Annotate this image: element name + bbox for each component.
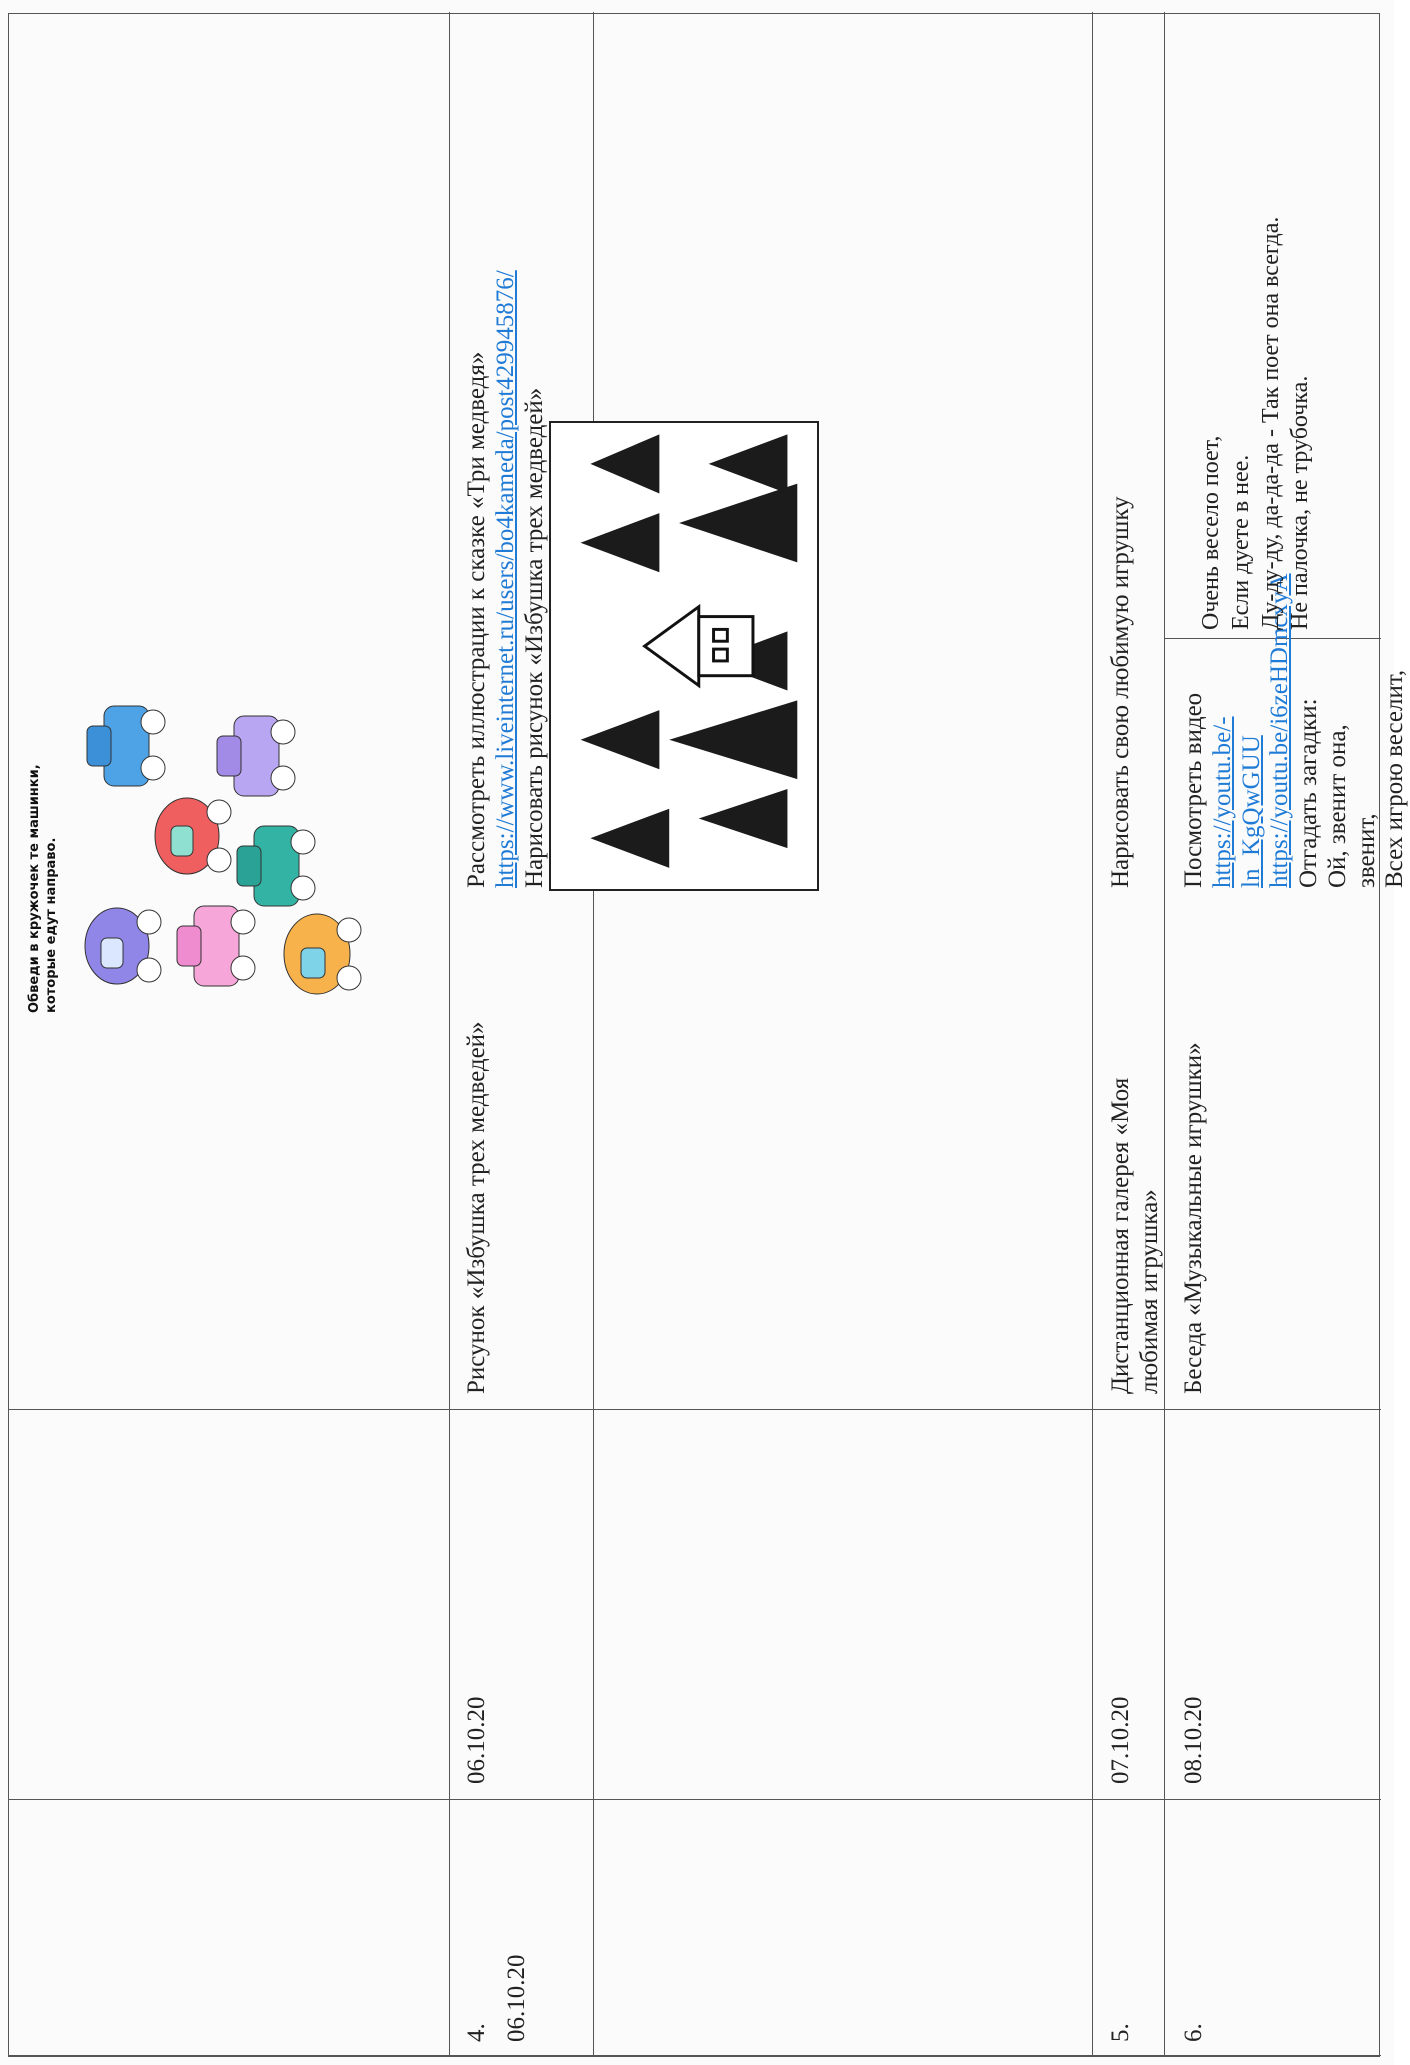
row-number: 5. — [1107, 2023, 1134, 2042]
car-purple — [217, 716, 295, 796]
grid-line — [1092, 12, 1093, 2056]
topic-line: Дистанционная галерея «Моя — [1107, 1077, 1134, 1394]
row-topic: Беседа «Музыкальные игрушки» — [1180, 1042, 1207, 1394]
row-date: 06.10.20 — [503, 1954, 530, 2042]
row-number: 4. — [463, 2023, 490, 2042]
grid-line — [9, 1799, 1381, 1800]
cars-worksheet-image — [69, 686, 439, 1016]
riddle-block: Очень весело поет, Если дуете в нее. Ду-ду-ду, да-да-да - Так поет она всегда. Не палочка, не трубочка. — [1198, 216, 1314, 630]
grid-line — [9, 2055, 1381, 2056]
car-teal — [237, 826, 315, 906]
bears-hut-illustration — [549, 421, 819, 891]
row-content: Нарисовать свою любимую игрушку — [1107, 496, 1134, 888]
row-content-left — [1174, 573, 1409, 896]
content-line: Рассмотреть иллюстрации к сказке «Три медведя» — [463, 351, 490, 888]
content-line: Нарисовать рисунок «Избушка трех медведей» — [520, 387, 548, 888]
lesson-table — [8, 13, 1409, 2057]
video-link-1b[interactable]: ln_KgQwGUU — [1237, 735, 1265, 888]
riddle-line: Всех игрою веселит, — [1381, 669, 1409, 888]
row-date: 07.10.20 — [1107, 1696, 1134, 1784]
car-red — [155, 798, 231, 874]
row-date-text: 06.10.20 — [463, 1696, 490, 1784]
watch-label: Посмотреть видео — [1180, 692, 1207, 888]
video-link-2[interactable]: https://youtu.be/i6zeHDmcxyA — [1266, 573, 1294, 888]
content-link[interactable]: https://www.liveinternet.ru/users/bo4kameda/post429945876/ — [491, 270, 519, 888]
topic-line: любимая игрушка» — [1135, 1189, 1163, 1394]
row-topic — [1101, 902, 1171, 1402]
grid-line — [593, 12, 594, 2056]
car-pink — [177, 906, 255, 986]
car-violet — [85, 908, 161, 984]
video-link-1a[interactable]: https://youtu.be/- — [1208, 716, 1236, 888]
row-date: 08.10.20 — [1180, 1696, 1207, 1784]
row-number: 6. — [1180, 2023, 1207, 2042]
guess-label: Отгадать загадки: — [1295, 698, 1322, 888]
car-yellow — [284, 914, 361, 994]
car-blue — [87, 706, 165, 786]
row-topic: Рисунок «Избушка трех медведей» — [463, 1021, 490, 1394]
grid-line — [449, 12, 450, 2056]
riddle-line: Ой, звенит она, звенит, — [1323, 724, 1380, 888]
worksheet-caption: Обведи в кружочек те машинки, которые едут направо. — [27, 764, 59, 1013]
grid-line — [9, 1409, 1381, 1410]
row-date-cell — [457, 1412, 497, 1792]
